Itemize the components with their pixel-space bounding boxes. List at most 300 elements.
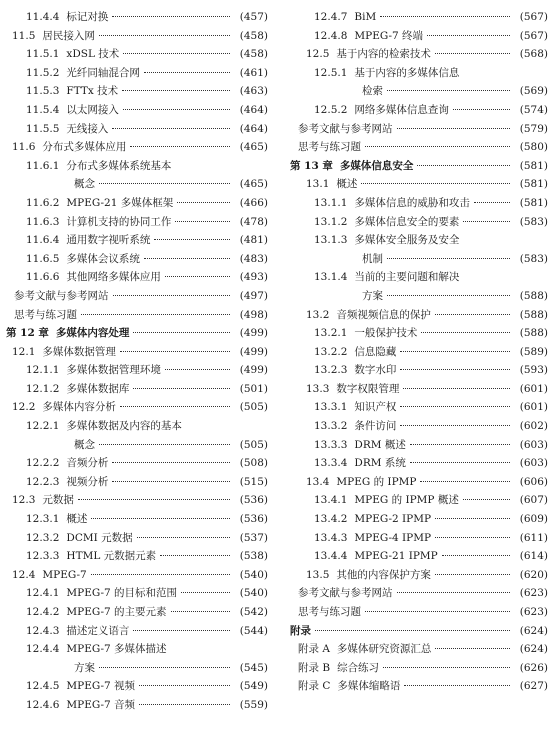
section-number: 12.4.6 bbox=[26, 698, 60, 711]
section-number: 12.4.1 bbox=[26, 587, 60, 600]
dot-leader bbox=[427, 35, 510, 36]
section-number: 12.4 bbox=[12, 568, 36, 581]
dot-leader bbox=[133, 332, 230, 333]
section-title: 多媒体会议系统 bbox=[66, 252, 140, 265]
page-number: (611) bbox=[519, 531, 548, 544]
toc-entry bbox=[290, 194, 548, 213]
toc-entry bbox=[6, 696, 268, 715]
section-title: 音频视频信息的保护 bbox=[336, 308, 431, 321]
dot-leader bbox=[387, 90, 510, 91]
section-title: 元数据 bbox=[42, 494, 74, 507]
toc-entry bbox=[6, 175, 268, 194]
dot-leader bbox=[160, 555, 230, 556]
toc-entry bbox=[290, 380, 548, 399]
dot-leader bbox=[474, 202, 510, 203]
page-number: (458) bbox=[239, 29, 268, 42]
section-title: 描述定义语言 bbox=[66, 624, 130, 637]
toc-entry bbox=[290, 250, 548, 269]
section-title: 综合练习 bbox=[337, 661, 380, 674]
section-title: 概念 bbox=[74, 178, 95, 191]
dot-leader bbox=[99, 444, 230, 445]
page-number: (515) bbox=[239, 475, 268, 488]
dot-leader bbox=[144, 72, 230, 73]
dot-leader bbox=[112, 462, 230, 463]
section-number: 11.6.2 bbox=[26, 196, 60, 209]
toc-entry bbox=[290, 677, 548, 696]
section-title: MPEG-7 的主要元素 bbox=[66, 606, 167, 618]
toc-entry bbox=[290, 659, 548, 678]
section-number: 第 12 章 bbox=[6, 327, 49, 340]
section-title: 知识产权 bbox=[354, 401, 397, 414]
page-number: (588) bbox=[519, 289, 548, 302]
section-title: DCMI 元数据 bbox=[66, 531, 133, 544]
toc-entry bbox=[6, 491, 268, 510]
section-title: 多媒体数据管理环境 bbox=[66, 364, 161, 377]
toc-entry bbox=[290, 640, 548, 659]
toc-entry bbox=[6, 677, 268, 696]
dot-leader bbox=[400, 406, 510, 407]
section-title: 通用数字视听系统 bbox=[66, 234, 151, 247]
page-number: (508) bbox=[239, 457, 268, 470]
dot-leader bbox=[383, 667, 510, 668]
section-title: MPEG-7 的目标和范围 bbox=[66, 587, 178, 600]
section-number: 13.3.4 bbox=[314, 457, 348, 470]
page-number: (574) bbox=[519, 103, 548, 116]
section-number: 13.1.1 bbox=[314, 196, 348, 209]
page-number: (540) bbox=[239, 587, 268, 600]
dot-leader bbox=[99, 183, 230, 184]
section-title: MPEG-4 IPMP bbox=[354, 531, 432, 544]
toc-entry bbox=[6, 566, 268, 585]
section-title: 其他网络多媒体应用 bbox=[66, 271, 161, 284]
toc-entry bbox=[290, 547, 548, 566]
page-number: (568) bbox=[519, 48, 548, 61]
toc-right-column bbox=[290, 8, 548, 696]
dot-leader bbox=[78, 499, 230, 500]
toc-entry bbox=[290, 8, 548, 27]
dot-leader bbox=[463, 221, 510, 222]
toc-entry bbox=[290, 343, 548, 362]
section-number: 12.1.2 bbox=[26, 382, 60, 395]
section-number: 12.3.3 bbox=[26, 550, 60, 563]
section-number: 12.2 bbox=[12, 401, 36, 414]
section-title: MPEG-21 IPMP bbox=[354, 550, 438, 563]
dot-leader bbox=[154, 239, 230, 240]
dot-leader bbox=[123, 53, 230, 54]
section-number: 13.3.3 bbox=[314, 438, 348, 451]
page-number: (624) bbox=[519, 643, 548, 656]
page-number: (588) bbox=[519, 308, 548, 321]
page-number: (505) bbox=[239, 401, 268, 414]
page-number: (601) bbox=[519, 382, 548, 395]
page-number: (536) bbox=[239, 494, 268, 507]
toc-entry bbox=[290, 268, 548, 287]
page-number: (579) bbox=[519, 122, 548, 135]
section-number: 11.4.4 bbox=[26, 11, 60, 23]
page-number: (497) bbox=[239, 289, 268, 302]
dot-leader bbox=[130, 146, 230, 147]
section-title: 计算机支持的协同工作 bbox=[66, 215, 172, 228]
section-title: 基于内容的多媒体信息 bbox=[354, 66, 460, 79]
toc-entry bbox=[6, 622, 268, 641]
section-number: 12.5 bbox=[306, 48, 330, 61]
section-number: 13.1.2 bbox=[314, 215, 348, 228]
page-number: (464) bbox=[239, 103, 268, 116]
section-title: 多媒体内容分析 bbox=[42, 401, 116, 414]
toc-entry bbox=[6, 287, 268, 306]
page-number: (603) bbox=[519, 438, 548, 451]
section-number: 11.5.1 bbox=[26, 48, 60, 61]
dot-leader bbox=[380, 16, 510, 17]
dot-leader bbox=[421, 332, 510, 333]
toc-entry bbox=[6, 343, 268, 362]
toc-entry bbox=[290, 120, 548, 139]
toc-entry bbox=[290, 584, 548, 603]
section-number: 13.4.2 bbox=[314, 513, 348, 526]
section-number: 12.5.2 bbox=[314, 103, 348, 116]
section-title: 多媒体安全服务及安全 bbox=[354, 234, 460, 247]
section-title: 思考与练习题 bbox=[298, 141, 361, 154]
toc-left-column bbox=[6, 8, 268, 715]
dot-leader bbox=[403, 388, 510, 389]
section-title: 多媒体内容处理 bbox=[55, 327, 130, 340]
section-title: 分布式多媒体应用 bbox=[42, 141, 127, 154]
section-number: 12.4.5 bbox=[26, 680, 60, 693]
toc-entry bbox=[290, 436, 548, 455]
toc-entry bbox=[6, 473, 268, 492]
section-title: 多媒体数据库 bbox=[66, 382, 130, 395]
page-number: (466) bbox=[239, 196, 268, 209]
section-title: 概述 bbox=[66, 513, 88, 526]
toc-entry bbox=[290, 157, 548, 176]
dot-leader bbox=[453, 109, 510, 110]
section-title: 数字权限管理 bbox=[336, 382, 400, 395]
page-number: (583) bbox=[519, 215, 548, 228]
page-number: (609) bbox=[519, 513, 548, 526]
dot-leader bbox=[175, 221, 230, 222]
section-title: 思考与练习题 bbox=[14, 308, 77, 321]
section-title: 多媒体信息的威胁和攻击 bbox=[354, 196, 470, 209]
dot-leader bbox=[120, 406, 230, 407]
toc-entry bbox=[6, 64, 268, 83]
page-number: (499) bbox=[239, 364, 268, 377]
page-number: (483) bbox=[239, 252, 268, 265]
section-number: 12.1.1 bbox=[26, 364, 60, 377]
section-title: FTTx 技术 bbox=[66, 85, 119, 98]
page-number: (505) bbox=[239, 438, 268, 451]
section-number: 12.4.2 bbox=[26, 606, 60, 618]
page-number: (567) bbox=[519, 11, 548, 23]
page-number: (602) bbox=[519, 420, 548, 433]
section-number: 11.5.4 bbox=[26, 103, 60, 116]
section-title: 参考文献与参考网站 bbox=[298, 122, 393, 135]
section-number: 13.5 bbox=[306, 568, 330, 581]
page-number: (581) bbox=[519, 178, 548, 191]
toc-entry bbox=[6, 268, 268, 287]
dot-leader bbox=[410, 462, 510, 463]
page-number: (569) bbox=[519, 85, 548, 98]
section-title: 思考与练习题 bbox=[298, 606, 361, 618]
section-title: 视频分析 bbox=[66, 475, 109, 488]
section-number: 12.4.3 bbox=[26, 624, 60, 637]
dot-leader bbox=[133, 388, 230, 389]
page-number: (493) bbox=[239, 271, 268, 284]
toc-entry bbox=[290, 454, 548, 473]
section-title: 概述 bbox=[336, 178, 358, 191]
page-number: (501) bbox=[239, 382, 268, 395]
section-number: 12.4.7 bbox=[314, 11, 348, 23]
toc-entry bbox=[290, 64, 548, 83]
toc-entry bbox=[290, 473, 548, 492]
page-number: (540) bbox=[239, 568, 268, 581]
toc-entry bbox=[290, 622, 548, 641]
section-title: MPEG-7 多媒体描述 bbox=[66, 643, 167, 656]
section-number: 11.5.3 bbox=[26, 85, 60, 98]
page-number: (589) bbox=[519, 345, 548, 358]
page-number: (542) bbox=[239, 606, 268, 618]
section-title: 网络多媒体信息查询 bbox=[354, 103, 449, 116]
page-number: (606) bbox=[519, 475, 548, 488]
section-title: 参考文献与参考网站 bbox=[14, 289, 109, 302]
section-number: 11.5 bbox=[12, 29, 36, 42]
section-title: DRM 概述 bbox=[354, 438, 406, 451]
section-title: xDSL 技术 bbox=[66, 48, 120, 61]
section-title: MPEG 的 IPMP 概述 bbox=[354, 494, 459, 507]
toc-entry bbox=[6, 510, 268, 529]
dot-leader bbox=[420, 481, 510, 482]
page-number: (607) bbox=[519, 494, 548, 507]
page-number: (567) bbox=[519, 29, 548, 42]
page-number: (457) bbox=[239, 11, 268, 23]
toc-entry bbox=[6, 250, 268, 269]
toc-entry bbox=[290, 213, 548, 232]
section-title: HTML 元数据元素 bbox=[66, 550, 157, 563]
toc-entry bbox=[6, 8, 268, 27]
section-number: 13.1 bbox=[306, 178, 330, 191]
page-number: (499) bbox=[239, 345, 268, 358]
toc-entry bbox=[6, 584, 268, 603]
section-title: 分布式多媒体系统基本 bbox=[66, 159, 172, 172]
toc-entry bbox=[6, 138, 268, 157]
section-number: 13.4.4 bbox=[314, 550, 348, 563]
section-title: 多媒体信息安全 bbox=[339, 159, 414, 172]
section-title: 概念 bbox=[74, 438, 95, 451]
toc-entry bbox=[6, 101, 268, 120]
section-number: 11.6.3 bbox=[26, 215, 60, 228]
toc-entry bbox=[290, 510, 548, 529]
page-number: (545) bbox=[239, 661, 268, 674]
toc-entry bbox=[6, 361, 268, 380]
toc-entry bbox=[290, 27, 548, 46]
page-number: (464) bbox=[239, 122, 268, 135]
dot-leader bbox=[133, 630, 230, 631]
dot-leader bbox=[397, 128, 511, 129]
section-title: 其他的内容保护方案 bbox=[336, 568, 431, 581]
section-number: 13.3 bbox=[306, 382, 330, 395]
dot-leader bbox=[400, 425, 510, 426]
dot-leader bbox=[112, 16, 230, 17]
section-title: 条件访问 bbox=[354, 420, 397, 433]
section-number: 12.4.8 bbox=[314, 29, 348, 42]
page-number: (499) bbox=[239, 327, 268, 340]
section-title: 参考文献与参考网站 bbox=[298, 587, 393, 600]
toc-entry bbox=[290, 324, 548, 343]
toc-entry bbox=[6, 417, 268, 436]
toc-entry bbox=[290, 566, 548, 585]
page-number: (627) bbox=[519, 680, 548, 693]
dot-leader bbox=[177, 202, 230, 203]
page-number: (601) bbox=[519, 401, 548, 414]
dot-leader bbox=[387, 258, 510, 259]
section-number: 13.1.4 bbox=[314, 271, 348, 284]
section-title: 多媒体数据及内容的基本 bbox=[66, 420, 182, 433]
dot-leader bbox=[400, 351, 510, 352]
section-title: 附录 bbox=[290, 624, 311, 637]
section-number: 13.2.1 bbox=[314, 327, 348, 340]
toc-entry bbox=[6, 306, 268, 325]
dot-leader bbox=[139, 685, 230, 686]
page-number: (624) bbox=[519, 624, 548, 637]
toc-entry bbox=[6, 82, 268, 101]
section-number: 13.3.2 bbox=[314, 420, 348, 433]
page-number: (544) bbox=[239, 624, 268, 637]
section-title: BiM bbox=[354, 11, 377, 23]
toc-entry bbox=[290, 306, 548, 325]
dot-leader bbox=[91, 518, 230, 519]
section-title: MPEG-7 音频 bbox=[66, 698, 136, 711]
section-title: 检索 bbox=[362, 85, 383, 98]
toc-entry bbox=[290, 231, 548, 250]
section-number: 12.3.2 bbox=[26, 531, 60, 544]
page-number: (481) bbox=[239, 234, 268, 247]
dot-leader bbox=[400, 369, 510, 370]
toc-entry bbox=[6, 454, 268, 473]
dot-leader bbox=[123, 109, 230, 110]
section-title: 多媒体信息安全的要素 bbox=[354, 215, 460, 228]
toc-entry bbox=[290, 138, 548, 157]
dot-leader bbox=[165, 276, 230, 277]
page-number: (623) bbox=[519, 587, 548, 600]
section-number: 12.3 bbox=[12, 494, 36, 507]
section-number: 附录 C bbox=[298, 680, 331, 693]
toc-entry bbox=[290, 491, 548, 510]
dot-leader bbox=[112, 128, 230, 129]
toc-entry bbox=[6, 529, 268, 548]
section-number: 13.4.3 bbox=[314, 531, 348, 544]
section-number: 11.5.5 bbox=[26, 122, 60, 135]
section-title: 多媒体研究资源汇总 bbox=[336, 643, 432, 656]
section-title: 居民接入网 bbox=[42, 29, 95, 42]
page-number: (614) bbox=[519, 550, 548, 563]
section-number: 11.6.6 bbox=[26, 271, 60, 284]
dot-leader bbox=[144, 258, 230, 259]
toc-entry bbox=[290, 82, 548, 101]
dot-leader bbox=[404, 685, 510, 686]
toc-entry bbox=[6, 603, 268, 622]
page-number: (620) bbox=[519, 568, 548, 581]
section-title: 一般保护技术 bbox=[354, 327, 418, 340]
page-number: (536) bbox=[239, 513, 268, 526]
section-title: 基于内容的检索技术 bbox=[336, 48, 431, 61]
section-number: 13.2.2 bbox=[314, 345, 348, 358]
dot-leader bbox=[435, 314, 510, 315]
dot-leader bbox=[435, 574, 510, 575]
dot-leader bbox=[397, 592, 511, 593]
toc-entry bbox=[6, 547, 268, 566]
toc-entry bbox=[6, 45, 268, 64]
dot-leader bbox=[137, 537, 230, 538]
page-number: (537) bbox=[239, 531, 268, 544]
page-number: (580) bbox=[519, 141, 548, 154]
page-number: (593) bbox=[519, 364, 548, 377]
dot-leader bbox=[442, 555, 510, 556]
section-title: 数字水印 bbox=[354, 364, 397, 377]
section-number: 12.2.1 bbox=[26, 420, 60, 433]
dot-leader bbox=[435, 648, 510, 649]
section-title: 方案 bbox=[362, 289, 383, 302]
toc-entry bbox=[6, 231, 268, 250]
section-number: 12.4.4 bbox=[26, 643, 60, 656]
dot-leader bbox=[435, 537, 510, 538]
page-number: (626) bbox=[519, 661, 548, 674]
toc-entry bbox=[6, 380, 268, 399]
toc-entry bbox=[6, 213, 268, 232]
page-number: (458) bbox=[239, 48, 268, 61]
toc-entry bbox=[6, 640, 268, 659]
section-number: 13.4.1 bbox=[314, 494, 348, 507]
dot-leader bbox=[113, 295, 231, 296]
toc-entry bbox=[6, 324, 268, 343]
section-number: 12.1 bbox=[12, 345, 36, 358]
section-number: 12.2.3 bbox=[26, 475, 60, 488]
section-title: MPEG 的 IPMP bbox=[336, 475, 417, 488]
toc-entry bbox=[6, 194, 268, 213]
section-number: 附录 B bbox=[298, 661, 331, 674]
toc-entry bbox=[6, 120, 268, 139]
page-number: (461) bbox=[239, 66, 268, 79]
toc-entry bbox=[6, 157, 268, 176]
section-title: 多媒体缩略语 bbox=[337, 680, 401, 693]
toc-entry bbox=[290, 398, 548, 417]
section-number: 13.4 bbox=[306, 475, 330, 488]
dot-leader bbox=[139, 704, 230, 705]
page-number: (498) bbox=[239, 308, 268, 321]
section-number: 第 13 章 bbox=[290, 159, 333, 172]
section-title: MPEG-7 终端 bbox=[354, 29, 424, 42]
toc-entry bbox=[290, 529, 548, 548]
section-title: 标记对换 bbox=[66, 11, 109, 23]
section-title: 多媒体数据管理 bbox=[42, 345, 116, 358]
section-number: 附录 A bbox=[298, 643, 330, 656]
dot-leader bbox=[387, 295, 510, 296]
page-number: (559) bbox=[239, 698, 268, 711]
dot-leader bbox=[435, 518, 510, 519]
dot-leader bbox=[122, 90, 230, 91]
section-number: 11.6 bbox=[12, 141, 36, 154]
page-number: (478) bbox=[239, 215, 268, 228]
section-title: DRM 系统 bbox=[354, 457, 406, 470]
page-number: (463) bbox=[239, 85, 268, 98]
toc-entry bbox=[290, 175, 548, 194]
dot-leader bbox=[81, 314, 230, 315]
toc-entry bbox=[290, 101, 548, 120]
dot-leader bbox=[120, 351, 230, 352]
section-title: 以太网接入 bbox=[66, 103, 119, 116]
dot-leader bbox=[365, 611, 510, 612]
toc-entry bbox=[290, 361, 548, 380]
section-title: MPEG-7 视频 bbox=[66, 680, 136, 693]
section-number: 11.6.1 bbox=[26, 159, 60, 172]
